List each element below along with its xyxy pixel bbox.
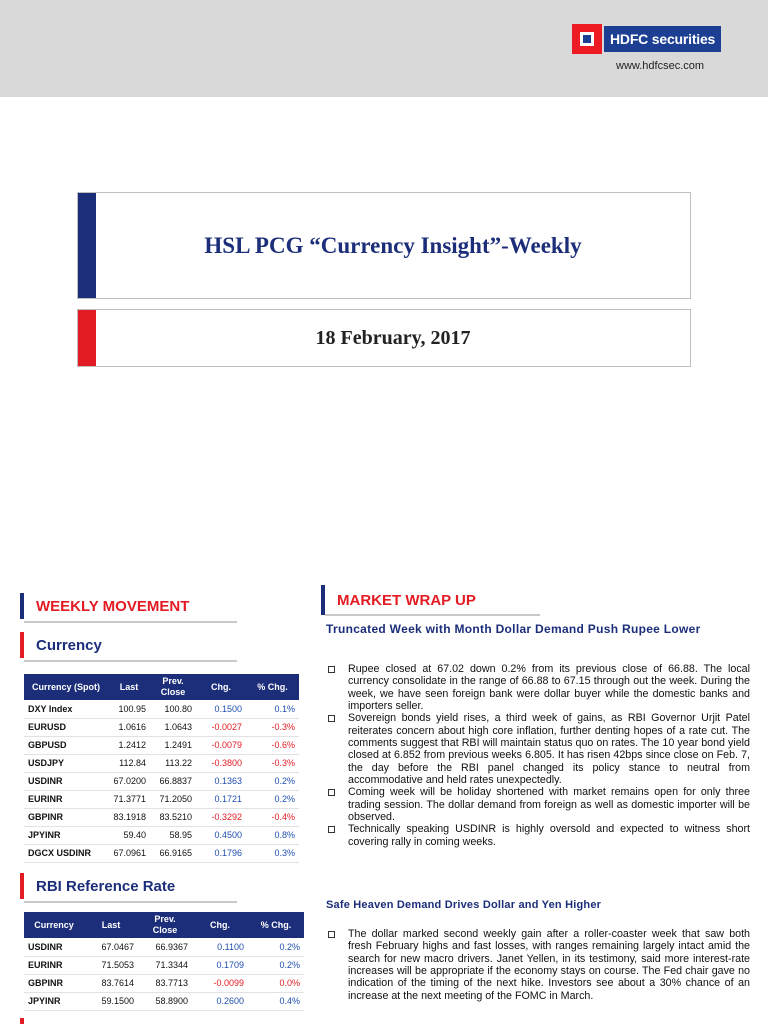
date-box — [77, 309, 691, 367]
last-cell: 67.0200 — [108, 772, 150, 790]
column-header: % Chg. — [246, 674, 299, 700]
pct-change-cell: 0.2% — [246, 772, 299, 790]
prev-close-cell: 66.9165 — [150, 844, 196, 862]
hdfc-logo-mark-icon — [572, 24, 602, 54]
market-wrap-subheading: Truncated Week with Month Dollar Demand Push Rupee Lower — [326, 622, 701, 636]
prev-close-cell: 58.95 — [150, 826, 196, 844]
table-row — [24, 844, 299, 862]
prev-close-cell: 113.22 — [150, 754, 196, 772]
change-cell: 0.1100 — [192, 938, 248, 956]
column-header: Last — [84, 912, 138, 938]
column-header: Prev. Close — [138, 912, 192, 938]
last-cell: 1.0616 — [108, 718, 150, 736]
pct-change-cell: 0.2% — [248, 956, 304, 974]
pct-change-cell: -0.3% — [246, 718, 299, 736]
prev-close-cell: 1.2491 — [150, 736, 196, 754]
table-row — [24, 826, 299, 844]
currency-name-cell: JPYINR — [24, 992, 84, 1010]
last-cell: 67.0961 — [108, 844, 150, 862]
checkbox-bullet-icon — [328, 666, 335, 673]
checkbox-bullet-icon — [328, 715, 335, 722]
currency-name-cell: EURINR — [24, 790, 108, 808]
last-cell: 100.95 — [108, 700, 150, 718]
table-row — [24, 754, 299, 772]
last-cell: 83.1918 — [108, 808, 150, 826]
last-cell: 67.0467 — [84, 938, 138, 956]
change-cell: 0.1500 — [196, 700, 246, 718]
prev-close-cell: 100.80 — [150, 700, 196, 718]
prev-close-cell: 1.0643 — [150, 718, 196, 736]
currency-name-cell: GBPUSD — [24, 736, 108, 754]
currency-label: Currency — [36, 636, 102, 654]
change-cell: 0.1721 — [196, 790, 246, 808]
list-item — [326, 786, 750, 823]
table-row — [24, 938, 304, 956]
prev-close-cell: 71.3344 — [138, 956, 192, 974]
pct-change-cell: 0.8% — [246, 826, 299, 844]
weekly-movement-heading — [20, 593, 189, 619]
prev-close-cell: 83.7713 — [138, 974, 192, 992]
table-row — [24, 772, 299, 790]
rbi-table — [24, 912, 304, 1011]
last-cell: 59.40 — [108, 826, 150, 844]
pct-change-cell: 0.2% — [246, 790, 299, 808]
pct-change-cell: -0.4% — [246, 808, 299, 826]
divider — [24, 660, 237, 662]
column-header: Currency — [24, 912, 84, 938]
footer-accent-bar — [20, 1018, 24, 1024]
report-title: HSL PCG “Currency Insight”-Weekly — [204, 232, 582, 258]
list-item — [326, 823, 750, 848]
prev-close-cell: 58.8900 — [138, 992, 192, 1010]
rbi-label: RBI Reference Rate — [36, 877, 176, 895]
market-wrap-bullets-2 — [326, 928, 750, 1002]
last-cell: 83.7614 — [84, 974, 138, 992]
market-wrap-heading — [321, 585, 476, 615]
column-header: Currency (Spot) — [24, 674, 108, 700]
table-row — [24, 736, 299, 754]
table-row — [24, 974, 304, 992]
change-cell: 0.4500 — [196, 826, 246, 844]
column-header: Prev. Close — [150, 674, 196, 700]
weekly-movement-label: WEEKLY MOVEMENT — [36, 597, 190, 615]
change-cell: -0.0079 — [196, 736, 246, 754]
divider — [325, 614, 540, 616]
column-header: Chg. — [196, 674, 246, 700]
table-row — [24, 956, 304, 974]
change-cell: 0.1796 — [196, 844, 246, 862]
pct-change-cell: 0.1% — [246, 700, 299, 718]
currency-heading — [20, 632, 102, 658]
bullet-text: Technically speaking USDINR is highly oversold and expected to witness short covering rally in coming weeks. — [348, 823, 750, 848]
pct-change-cell: -0.3% — [246, 754, 299, 772]
column-header: Last — [108, 674, 150, 700]
currency-name-cell: DGCX USDINR — [24, 844, 108, 862]
currency-table — [24, 674, 299, 863]
prev-close-cell: 71.2050 — [150, 790, 196, 808]
market-wrap-label: MARKET WRAP UP — [337, 591, 476, 609]
list-item — [326, 928, 750, 1002]
checkbox-bullet-icon — [328, 826, 335, 833]
prev-close-cell: 83.5210 — [150, 808, 196, 826]
website-url[interactable]: www.hdfcsec.com — [616, 60, 705, 72]
currency-name-cell: GBPINR — [24, 808, 108, 826]
pct-change-cell: 0.4% — [248, 992, 304, 1010]
prev-close-cell: 66.9367 — [138, 938, 192, 956]
rbi-heading — [20, 873, 175, 899]
table-row — [24, 718, 299, 736]
table-row — [24, 808, 299, 826]
currency-name-cell: EURUSD — [24, 718, 108, 736]
pct-change-cell: -0.6% — [246, 736, 299, 754]
currency-name-cell: GBPINR — [24, 974, 84, 992]
table-row — [24, 790, 299, 808]
bullet-text: The dollar marked second weekly gain after a roller-coaster week that saw both fresh February highs and fast losses, with ranges remaining largely intact amid the search for new macro drivers. Janet Yellen, in its testimony, said more interest-rate increases will be appropriate if the economy stays on course. The Fed chair gave no indication of the timing of the next hike. Investors see about a 30% chance of an increase at the next meeting of the FOMC in March. — [348, 928, 750, 1002]
bullet-text: Rupee closed at 67.02 down 0.2% from its previous close of 66.88. The local currency consolidate in the range of 66.88 to 67.15 through out the week. During the week, we have seen foreign bank were dollar buyer while the domestic banks and importers seller. — [348, 663, 750, 713]
divider — [24, 901, 237, 903]
change-cell: -0.3292 — [196, 808, 246, 826]
change-cell: -0.0027 — [196, 718, 246, 736]
column-header: % Chg. — [248, 912, 304, 938]
title-box — [77, 192, 691, 299]
report-date: 18 February, 2017 — [315, 326, 471, 349]
last-cell: 1.2412 — [108, 736, 150, 754]
table-row — [24, 992, 304, 1010]
divider — [24, 621, 237, 623]
last-cell: 112.84 — [108, 754, 150, 772]
change-cell: 0.1363 — [196, 772, 246, 790]
currency-name-cell: USDJPY — [24, 754, 108, 772]
list-item — [326, 663, 750, 712]
checkbox-bullet-icon — [328, 931, 335, 938]
change-cell: -0.3800 — [196, 754, 246, 772]
currency-name-cell: EURINR — [24, 956, 84, 974]
market-wrap-bullets — [326, 663, 750, 848]
column-header: Chg. — [192, 912, 248, 938]
currency-name-cell: USDINR — [24, 772, 108, 790]
last-cell: 59.1500 — [84, 992, 138, 1010]
change-cell: -0.0099 — [192, 974, 248, 992]
hdfc-logo[interactable] — [572, 24, 721, 54]
table-row — [24, 700, 299, 718]
currency-name-cell: JPYINR — [24, 826, 108, 844]
header-banner — [0, 0, 768, 97]
title-accent-bar — [78, 193, 96, 298]
list-item — [326, 712, 750, 786]
pct-change-cell: 0.3% — [246, 844, 299, 862]
brand-name: HDFC securities — [604, 26, 721, 52]
prev-close-cell: 66.8837 — [150, 772, 196, 790]
pct-change-cell: 0.2% — [248, 938, 304, 956]
bullet-text: Sovereign bonds yield rises, a third week of gains, as RBI Governor Urjit Patel reiterates concern about high core inflation, further denting hopes of a rate cut. The comments suggest that RBI will maintain status quo on rates. The 10 year bond yield closed at 6.852 from previous weeks 6.805. It has risen 42bps since close on Feb. 7, the day before the RBI panel changed its policy stance to neutral from accommodative and held rates unexpectedly. — [348, 712, 750, 787]
checkbox-bullet-icon — [328, 789, 335, 796]
last-cell: 71.5053 — [84, 956, 138, 974]
change-cell: 0.2600 — [192, 992, 248, 1010]
market-wrap-subheading-2: Safe Heaven Demand Drives Dollar and Yen Higher — [326, 899, 602, 911]
pct-change-cell: 0.0% — [248, 974, 304, 992]
bullet-text: Coming week will be holiday shortened with market remains open for only three trading session. The dollar demand from foreign as well as domestic importer will be observed. — [348, 786, 750, 824]
currency-name-cell: USDINR — [24, 938, 84, 956]
change-cell: 0.1709 — [192, 956, 248, 974]
last-cell: 71.3771 — [108, 790, 150, 808]
currency-name-cell: DXY Index — [24, 700, 108, 718]
date-accent-bar — [78, 310, 96, 366]
